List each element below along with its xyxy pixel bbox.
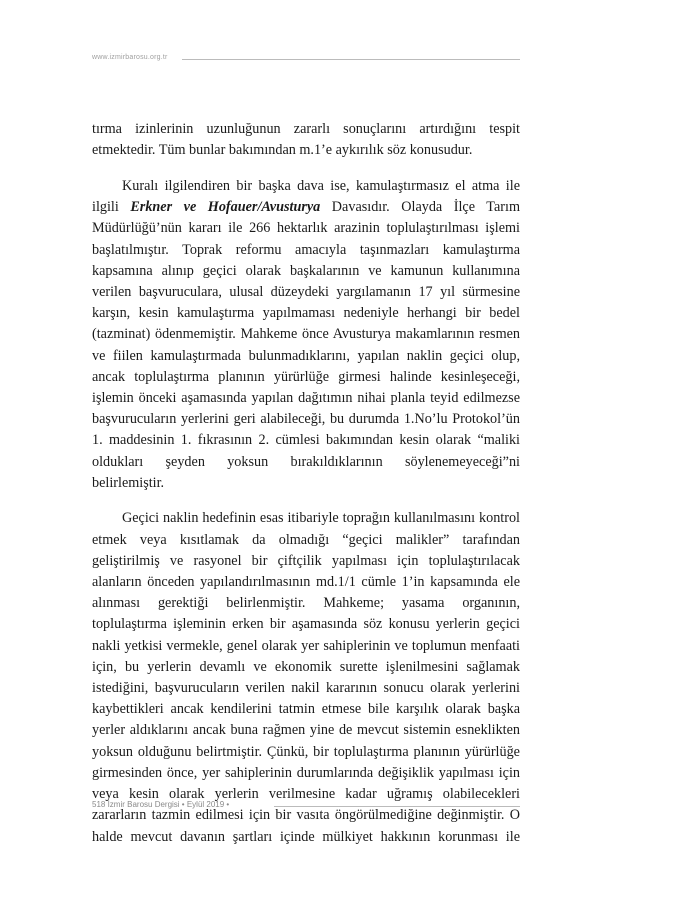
- body-text: [92, 119, 520, 848]
- paragraph-3: [92, 508, 520, 847]
- header-url: www.izmirbarosu.org.tr: [92, 54, 168, 61]
- paragraph-1-text: tırma izinlerinin uzunluğunun zararlı sonuçlarını artırdığını tespit etmektedir. Tüm bunlar bakımından m.1’e aykırılık söz konusudur.: [92, 121, 520, 159]
- paragraph-2: [92, 176, 520, 494]
- footer-rule: [274, 806, 520, 807]
- case-name: Erkner ve Hofauer/Avusturya: [130, 199, 321, 216]
- paragraph-3-text: Geçici naklin hedefinin esas itibariyle toprağın kullanılmasını kontrol etmek veya kısıtlamak da olmadığı “geçici malikler” tarafından geliştirilmiş ve rasyonel bir çiftçilik yapılması için toplulaştırılacak alanların önceden yapılandırılmasının md.1/1 cümle 1’in kapsamında ele alınması gerektiği belirlenmiştir. Mahkeme; yasama organının, toplulaştırma işleminin erken bir aşamasında söz konusu yerlerin geçici nakli yetkisi vermekle, genel olarak yer sahiplerinin ve toplumun menfaati için, bu yerlerin devamlı ve ekonomik surette işlenilmesini sağlamak istediğini, başvurucuların verilen nakil kararının sonucu olarak yerlerini kaybettikleri ancak kendilerini tatmin etmese bile karşılık olarak başka yerler aldıklarını ancak buna rağmen yine de mevcut sistemin esneklikten yoksun olduğunu belirtmiştir. Çünkü, bir toplulaştırma planının yürürlüğe girmesinden önce, yer sahiplerinin durumlarında değişiklik yapılması için veya kesin olarak yerlerin verilmesine kadar uğramış olabilecekleri zararların tazmin edilmesi için bir vasıta öngörülmediğine değinmiştir. O halde mevcut davanın şartları içinde mülkiyet hakkının korunması ile: [92, 510, 520, 845]
- paragraph-1: [92, 119, 520, 161]
- paragraph-2-text-a: Kuralı ilgilendiren bir başka dava ise, kamulaştırmasız el atma ile ilgili: [92, 177, 520, 216]
- footer-text: 518 İzmir Barosu Dergisi • Eylül 2019 •: [92, 800, 230, 809]
- paragraph-2-text-b: Davasıdır. Olayda İlçe Tarım Müdürlüğü’nün kararı ile 266 hektarlık arazinin toplulaştırılması işlemi başlatılmıştır. Toprak reformu amacıyla taşınmazları kamulaştırma kapsamına alınıp geçici olarak başkalarının ve kamunun kullanımına verilen başvuruculara, ulusal düzeydeki yargılamanın 17 yıl sürmesine karşın, kesin kamulaştırma yapılmaması nedeniyle herhangi bir bedel (tazminat) ödenmemiştir. Mahkeme önce Avusturya makamlarının resmen ve fiilen kamulaştırmada bulunmadıklarını, yapılan naklin geçici olup, ancak toplulaştırma planının yürürlüğe girmesi halinde kesinleşeceği, işlemin önceki aşamasında yapılan dağıtımın nihai planla teyid edilmezse başvurucuların yerlerini geri alabileceği, bu durumda 1.No’lu Protokol’ün 1. maddesinin 1. fıkrasının 2. cümlesi bakımından kesin olarak “maliki oldukları şeyden yoksun bırakıldıklarının söylenemeyeceği”ni belirlemiştir.: [92, 199, 520, 491]
- header-rule: [182, 59, 520, 60]
- page-footer: [92, 800, 520, 814]
